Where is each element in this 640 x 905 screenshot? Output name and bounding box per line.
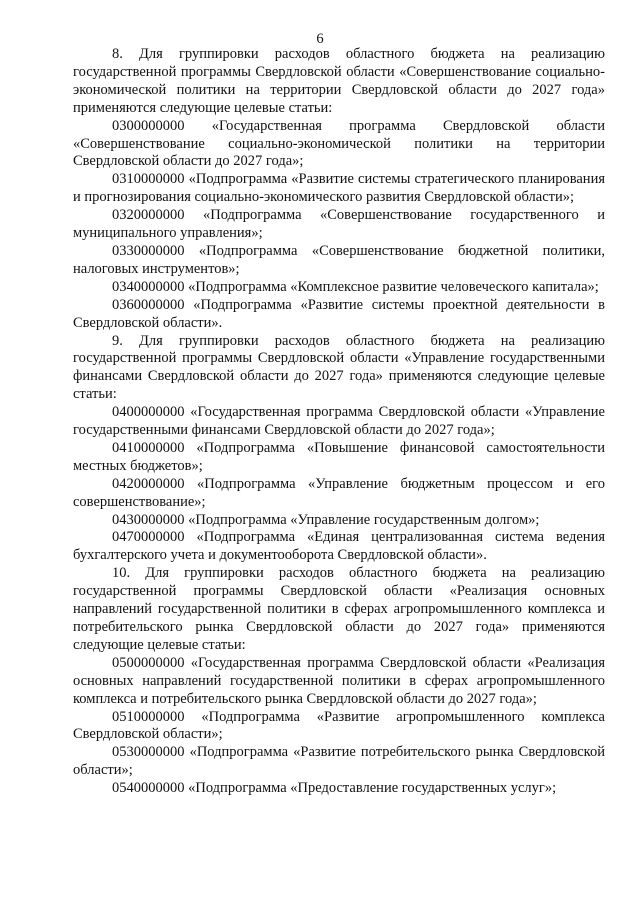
paragraph-item: 0470000000 «Подпрограмма «Единая централизованная система ведения бухгалтерского учета и документооборота Свердловской области». bbox=[73, 529, 605, 564]
paragraph-item: 0300000000 «Государственная программа Свердловской области «Совершенствование социально-экономической политики на территории Свердловской области до 2027 года»; bbox=[73, 117, 605, 170]
page-number: 6 bbox=[316, 31, 324, 47]
paragraph-item: 0360000000 «Подпрограмма «Развитие системы проектной деятельности в Свердловской области». bbox=[73, 296, 605, 331]
paragraph-item: 0540000000 «Подпрограмма «Предоставление государственных услуг»; bbox=[112, 780, 557, 797]
paragraph-item: 0330000000 «Подпрограмма «Совершенствование бюджетной политики, налоговых инструментов»; bbox=[73, 242, 605, 277]
paragraph-item: 0420000000 «Подпрограмма «Управление бюджетным процессом и его совершенствование»; bbox=[73, 475, 605, 510]
paragraph-item: 0320000000 «Подпрограмма «Совершенствование государственного и муниципального управления»; bbox=[73, 207, 605, 242]
paragraph-item: 0400000000 «Государственная программа Свердловской области «Управление государственными финансами Свердловской области до 2027 года»; bbox=[73, 404, 605, 439]
paragraph-item: 0340000000 «Подпрограмма «Комплексное развитие человеческого капитала»; bbox=[112, 278, 599, 295]
paragraph-item: 0310000000 «Подпрограмма «Развитие системы стратегического планирования и прогнозирования социально-экономического развития Свердловской области»; bbox=[73, 171, 605, 206]
paragraph-item: 0500000000 «Государственная программа Свердловской области «Реализация основных направлений государственной политики в сферах агропромышленного комплекса и потребительского рынка Свердловской области до 2027 года»; bbox=[73, 654, 605, 707]
page-body bbox=[73, 46, 605, 798]
paragraph-section-10-intro: 10. Для группировки расходов областного бюджета на реализацию государственной программы Свердловской области «Реализация основных направлений государственной политики в сферах агропромышленного комплекса и потребительского рынка Свердловской области до 2027 года» применяются следующие целевые статьи: bbox=[73, 565, 605, 653]
paragraph-section-9-intro: 9. Для группировки расходов областного бюджета на реализацию государственной программы Свердловской области «Управление государственными финансами Свердловской области до 2027 года» применяются следующие целевые статьи: bbox=[73, 332, 605, 403]
paragraph-item: 0430000000 «Подпрограмма «Управление государственным долгом»; bbox=[112, 511, 540, 528]
paragraph-item: 0410000000 «Подпрограмма «Повышение финансовой самостоятельности местных бюджетов»; bbox=[73, 439, 605, 474]
paragraph-item: 0510000000 «Подпрограмма «Развитие агропромышленного комплекса Свердловской области»; bbox=[73, 708, 605, 743]
paragraph-item: 0530000000 «Подпрограмма «Развитие потребительского рынка Свердловской области»; bbox=[73, 744, 605, 779]
paragraph-section-8-intro: 8. Для группировки расходов областного бюджета на реализацию государственной программы Свердловской области «Совершенствование социально-экономической политики на территории Свердловской области до 2027 года» применяются следующие целевые статьи: bbox=[73, 46, 605, 116]
